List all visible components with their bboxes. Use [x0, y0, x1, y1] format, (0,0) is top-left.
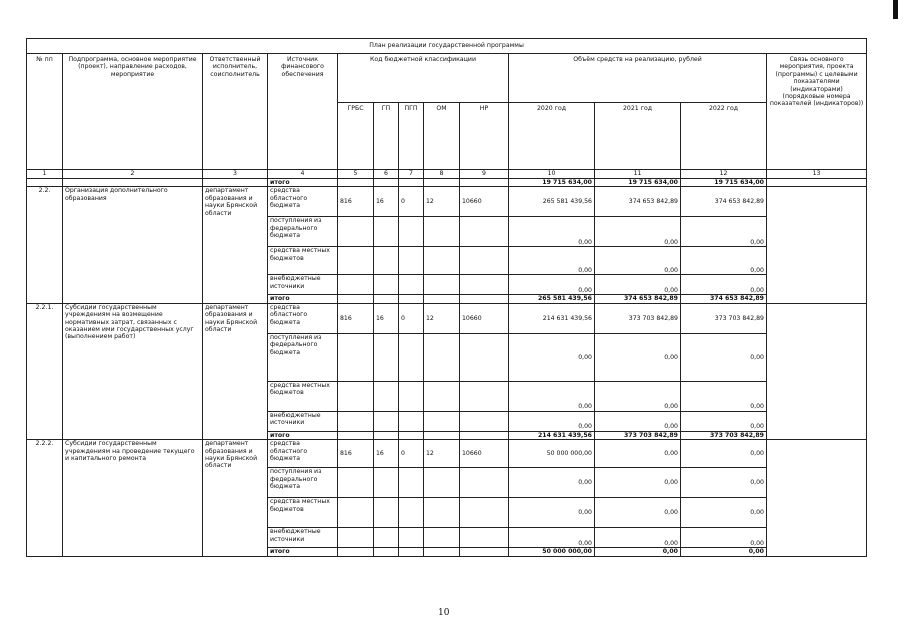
- grbs-cell: 816: [338, 440, 374, 468]
- om-cell: 12: [424, 440, 460, 468]
- section-num: 2.2.1.: [27, 303, 63, 439]
- nr-cell: 10660: [460, 440, 509, 468]
- value-2021: 0,00: [595, 247, 681, 275]
- header-2021: 2021 год: [595, 103, 681, 170]
- total-row: [27, 179, 867, 187]
- source-cell: внебюджетные источники: [268, 528, 338, 548]
- column-number: 4: [268, 170, 338, 179]
- total-label: итого: [268, 431, 338, 439]
- value-2020: 50 000 000,00: [509, 440, 595, 468]
- section-num: 2.2.2.: [27, 440, 63, 556]
- source-cell: средства местных бюджетов: [268, 247, 338, 275]
- column-number: 5: [338, 170, 374, 179]
- pgp-cell: 0: [399, 187, 424, 217]
- column-number: 10: [509, 170, 595, 179]
- header-num: № пп: [27, 54, 63, 170]
- table-row: [27, 440, 867, 468]
- scan-edge-mark: [893, 0, 898, 19]
- header-nr: НР: [460, 103, 509, 170]
- source-cell: внебюджетные источники: [268, 275, 338, 295]
- gp-cell: 16: [374, 187, 399, 217]
- total-2022: 374 653 842,89: [681, 295, 767, 303]
- column-number: 12: [681, 170, 767, 179]
- section-responsible: департамент образования и науки Брянской области: [203, 440, 268, 556]
- header-link: Связь основного мероприятия, проекта (программы) с целевыми показателями (индикаторами) (порядковые номера показателей (индикаторов)): [767, 54, 867, 170]
- table-row: [27, 303, 867, 333]
- value-2020: 0,00: [509, 498, 595, 528]
- grbs-cell: 816: [338, 303, 374, 333]
- header-source: Источник финансового обеспечения: [268, 54, 338, 170]
- value-2022: 373 703 842,89: [681, 303, 767, 333]
- value-2022: 0,00: [681, 411, 767, 431]
- source-cell: средства областного бюджета: [268, 440, 338, 468]
- value-2020: 0,00: [509, 468, 595, 498]
- value-2022: 0,00: [681, 275, 767, 295]
- value-2021: 0,00: [595, 217, 681, 247]
- source-cell: поступления из федерального бюджета: [268, 333, 338, 381]
- header-program: Подпрограмма, основное мероприятие (проект), направление расходов, мероприятие: [63, 54, 203, 170]
- value-2020: 0,00: [509, 275, 595, 295]
- value-2022: 0,00: [681, 498, 767, 528]
- page-number: 10: [438, 608, 450, 618]
- value-2021: 0,00: [595, 440, 681, 468]
- total-label: итого: [268, 548, 338, 556]
- section-responsible: департамент образования и науки Брянской области: [203, 187, 268, 303]
- value-2021: 373 703 842,89: [595, 303, 681, 333]
- total-2022: 0,00: [681, 548, 767, 556]
- source-cell: поступления из федерального бюджета: [268, 217, 338, 247]
- om-cell: 12: [424, 303, 460, 333]
- column-number: 2: [63, 170, 203, 179]
- column-number: 11: [595, 170, 681, 179]
- total-2021: 374 653 842,89: [595, 295, 681, 303]
- value-2020: 0,00: [509, 528, 595, 548]
- total-2020: 19 715 634,00: [509, 179, 595, 187]
- total-2020: 214 631 439,56: [509, 431, 595, 439]
- value-2020: 0,00: [509, 217, 595, 247]
- source-cell: средства местных бюджетов: [268, 498, 338, 528]
- grbs-cell: 816: [338, 187, 374, 217]
- header-pgp: ПГП: [399, 103, 424, 170]
- value-2022: 0,00: [681, 468, 767, 498]
- section-responsible: департамент образования и науки Брянской области: [203, 303, 268, 439]
- header-2020: 2020 год: [509, 103, 595, 170]
- source-cell: внебюджетные источники: [268, 411, 338, 431]
- section-name: Организация дополнительного образования: [63, 187, 203, 303]
- total-2021: 19 715 634,00: [595, 179, 681, 187]
- total-2021: 373 703 842,89: [595, 431, 681, 439]
- value-2021: 374 653 842,89: [595, 187, 681, 217]
- value-2020: 214 631 439,56: [509, 303, 595, 333]
- total-2020: 265 581 439,56: [509, 295, 595, 303]
- value-2022: 0,00: [681, 440, 767, 468]
- value-2020: 0,00: [509, 247, 595, 275]
- column-number: 6: [374, 170, 399, 179]
- column-number: 7: [399, 170, 424, 179]
- section-num: 2.2.: [27, 187, 63, 303]
- link-cell: [767, 187, 867, 303]
- link-cell: [767, 303, 867, 439]
- section-name: Субсидии государственным учреждениям на проведение текущего и капитального ремонта: [63, 440, 203, 556]
- column-number: 8: [424, 170, 460, 179]
- total-2022: 19 715 634,00: [681, 179, 767, 187]
- column-number: 1: [27, 170, 63, 179]
- value-2022: 0,00: [681, 528, 767, 548]
- nr-cell: 10660: [460, 303, 509, 333]
- value-2021: 0,00: [595, 528, 681, 548]
- value-2021: 0,00: [595, 498, 681, 528]
- source-cell: средства областного бюджета: [268, 303, 338, 333]
- value-2022: 0,00: [681, 247, 767, 275]
- value-2022: 0,00: [681, 217, 767, 247]
- header-budget-code: Код бюджетной классификации: [338, 54, 509, 103]
- total-2020: 50 000 000,00: [509, 548, 595, 556]
- gp-cell: 16: [374, 440, 399, 468]
- header-gp: ГП: [374, 103, 399, 170]
- header-responsible: Ответственный исполнитель, соисполнитель: [203, 54, 268, 170]
- om-cell: 12: [424, 187, 460, 217]
- program-plan-page: [26, 38, 866, 557]
- value-2020: 0,00: [509, 381, 595, 411]
- value-2022: 0,00: [681, 381, 767, 411]
- program-plan-table: [26, 38, 867, 557]
- column-number: 9: [460, 170, 509, 179]
- value-2022: 0,00: [681, 333, 767, 381]
- table-title: План реализации государственной программы: [27, 39, 867, 54]
- header-2022: 2022 год: [681, 103, 767, 170]
- table-row: [27, 187, 867, 217]
- section-name: Субсидии государственным учреждениям на возмещение нормативных затрат, связанных с оказанием ими государственных услуг (выполнением работ): [63, 303, 203, 439]
- header-grbs: ГРБС: [338, 103, 374, 170]
- value-2022: 374 653 842,89: [681, 187, 767, 217]
- column-number: 13: [767, 170, 867, 179]
- source-cell: средства областного бюджета: [268, 187, 338, 217]
- header-om: ОМ: [424, 103, 460, 170]
- value-2021: 0,00: [595, 275, 681, 295]
- value-2021: 0,00: [595, 333, 681, 381]
- value-2020: 265 581 439,56: [509, 187, 595, 217]
- value-2021: 0,00: [595, 411, 681, 431]
- total-label: итого: [268, 295, 338, 303]
- total-label: итого: [268, 179, 338, 187]
- total-2022: 373 703 842,89: [681, 431, 767, 439]
- header-volume: Объём средств на реализацию, рублей: [509, 54, 767, 103]
- source-cell: поступления из федерального бюджета: [268, 468, 338, 498]
- column-number: 3: [203, 170, 268, 179]
- link-cell: [767, 440, 867, 556]
- pgp-cell: 0: [399, 440, 424, 468]
- value-2020: 0,00: [509, 333, 595, 381]
- total-2021: 0,00: [595, 548, 681, 556]
- pgp-cell: 0: [399, 303, 424, 333]
- nr-cell: 10660: [460, 187, 509, 217]
- value-2021: 0,00: [595, 468, 681, 498]
- source-cell: средства местных бюджетов: [268, 381, 338, 411]
- value-2020: 0,00: [509, 411, 595, 431]
- gp-cell: 16: [374, 303, 399, 333]
- value-2021: 0,00: [595, 381, 681, 411]
